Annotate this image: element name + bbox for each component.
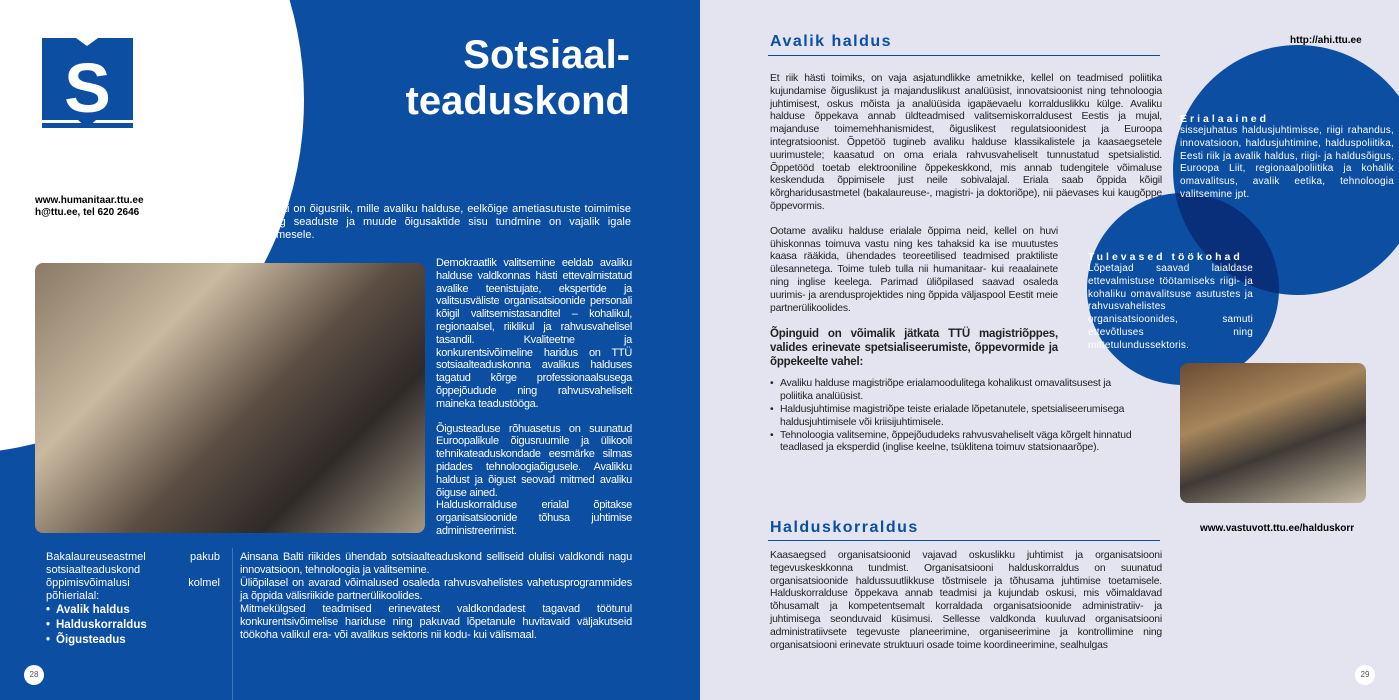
text-column-bottom (240, 551, 632, 642)
bold-paragraph: Õpinguid on võimalik jätkata TTÜ magistriõppes, valides erinevate spetsialiseerumiste, õppevormide ja õppekeelte vahel: (770, 328, 1058, 369)
bachelor-intro: Bakalaureuseastmel pakub sotsiaalteaduskond õppimisvõimalusi kolmel põhierialal: (46, 551, 220, 602)
text-column (436, 257, 632, 538)
subjects-box (1180, 113, 1394, 202)
website-link[interactable]: www.humanitaar.ttu.ee (35, 195, 144, 206)
library-photo (1180, 363, 1366, 503)
students-photo (35, 263, 425, 533)
list-item: • Õigusteadus (46, 633, 220, 648)
jobs-text: Lõpetajad saavad laialdase ettevalmistuse töötamiseks riigi- ja kohaliku omavalitsuse asutustes ja rahvusvahelistes organisatsioonides, samuti ettevõtluses ning mittetulundussektoris. (1088, 263, 1253, 351)
title-line-2: teaduskond (405, 79, 630, 123)
section-heading: Avalik haldus (770, 33, 893, 50)
heading-rule (768, 540, 1160, 541)
list-item: • Halduskorraldus (46, 618, 220, 633)
bachelor-list (46, 603, 220, 648)
list-item: • Tehnoloogia valitsemine, õppejõududeks rahvusvaheliselt väga kõrgelt hinnatud teadlased ja eksperdid (inglise keelne, tsüklitena toimuv statsionaarõpe). (770, 430, 1140, 456)
list-item: • Avalik haldus (46, 603, 220, 618)
right-page (700, 0, 1399, 700)
title-line-1: Sotsiaal- (463, 33, 630, 77)
page-title (330, 32, 630, 124)
subjects-text: sissejuhatus haldusjuhtimisse, riigi rahandus, innovatsioon, haldusjuhtimine, halduspoliitika, Eesti riik ja avalik haldus, riigi- ja haldusõigus, Euroopa Liit, regionaalpoliitika ja kohalik omavalitsus, avalik eetika, tehnoloogia valitsemine jpt. (1180, 125, 1394, 200)
column-divider (232, 548, 233, 700)
bachelor-section (46, 551, 220, 648)
url-link[interactable]: http://ahi.ttu.ee (1290, 35, 1362, 46)
paragraph: Õigusteaduse rõhuasetus on suunatud Euroopalikule õigusruumile ja ülikooli tehnikateaduskondade eesmärke silmas pidades tehnoloogiaõigusele. Avalikku haldust ja õigust seovad mitmed avaliku õiguse ained. (436, 422, 632, 499)
page-number: 29 (1355, 665, 1375, 685)
contact-info (35, 195, 144, 219)
paragraph: Mitmekülgsed teadmised erinevatest valdkondadest tagavad tööturul konkurentsivõimelise hariduse ning pakuvad lõpetanule huvitavaid väljakutseid töökoha valikul era- või avalikus sektoris nii kodu- kui välismaal. (240, 603, 632, 641)
paragraph: Kaasaegsed organisatsioonid vajavad oskuslikku juhtimist ja organisatsiooni tegevuskeskkonna tundmist. Organisatsiooni halduskorraldus on suunatud organisatsioonide haldussuutlikkuse tõstmisele ja tõhusama juhtimise toetamisele. Halduskorralduse õppekava annab teadmisi ja kujundab oskusi, mis võimaldavad tõhusamalt ja kompetentsemalt korraldada organisatsioonide administratiiv- ja juhtimisega seonduvaid küsimusi. Sellesse valdkonda kuuluvad organisatsiooni administratiivsete tegevuste planeerimine, organiseerimine ja kontrollimine ning organisatsiooni erinevate struktuuri osade toime koordineerimine, sealhulgas (770, 550, 1162, 651)
email-phone: h@ttu.ee, tel 620 2646 (35, 207, 140, 218)
page-number: 28 (24, 665, 44, 685)
url-link[interactable]: www.vastuvott.ttu.ee/halduskorr (1200, 523, 1355, 534)
jobs-box (1088, 251, 1253, 353)
master-list (770, 378, 1140, 455)
svg-text:S: S (64, 49, 111, 127)
paragraph: Et riik hästi toimiks, on vaja asjatundlikke ametnikke, kellel on teadmised poliitika kujundamise õiguslikust ja majanduslikust analüüsist, innovatsioonist ning tehnoloogia juhtimisest, oskus mõista ja analüüsida igapäevaelu korralduslikku külge. Avaliku halduse õppekava annab üldteadmised valitsemiskorraldusest Eestis ja mujal, majanduse toimemehhanismidest, õiguslikest regulatsioonidest ja Euroopa integratsioonist. Õppetöö tugineb avaliku halduse klassikalistele ja kaasaegsetele uurimustele; kaasatud on oma eriala rahvusvaheliselt tunnustatud spetsialistid. Õppetööd toetab elektrooniline õppekeskkond, mis annab tudengitele võimaluse keskenduda õppimisele just neile sobivalajal. Eriala saab õppida kõigil kõrgharidusastmetel (bakalaureuse-, magistri- ja doktoriõpe), nii päevases kui kaugõppe õppevormis. (770, 73, 1162, 212)
section-heading: Halduskorraldus (770, 519, 919, 536)
paragraph: Halduskorralduse erialal õpitakse organisatsioonide tõhusa juhtimise administreerimist. (436, 499, 632, 537)
paragraph: Ainsana Balti riikides ühendab sotsiaalteaduskond selliseid olulisi valdkondi nagu innovatsioon, tehnoloogia ja valitsemine. (240, 551, 632, 576)
faculty-logo (42, 38, 133, 133)
paragraph: Demokraatlik valitsemine eeldab avaliku halduse valdkonnas hästi ettevalmistatud avalike teenistujate, ekspertide ja valitsusväliste organisatsioonide personali kõigil valitsemistasanditel – kohalikul, regionaalsel, riiklikul ja rahvusvahelisel tasandil. Kvaliteetne ja konkurentsivõimeline haridus on TTÜ sotsiaalteaduskonna avalikus halduses tagatud kõrge professionaalsusega õppejõudude ning rahvusvaheliselt maineka teadustööga. (436, 257, 632, 410)
intro-text: Eesti on õigusriik, mille avaliku halduse, eelkõige ametiasutuste toimimise ning seaduste ja muude õigusaktide sisu tundmine on vajalik igale inimesele. (265, 203, 631, 241)
list-item: • Avaliku halduse magistriõpe erialamoodulitega kohalikust omavalitsusest ja poliitika analüüsist. (770, 378, 1140, 404)
heading-rule (768, 55, 1160, 56)
subjects-title: Erialaained (1180, 113, 1270, 125)
list-item: • Haldusjuhtimise magistriõpe teiste erialade lõpetanutele, spetsialiseerumisega haldusjuhtimisele või kriisijuhtimisele. (770, 404, 1140, 430)
paragraph: Üliõpilasel on avarad võimalused osaleda rahvusvahelistes vahetusprogrammides ja õppida välisriikide partnerülikoolides. (240, 577, 632, 602)
jobs-title: Tulevased töökohad (1088, 251, 1243, 263)
paragraph: Ootame avaliku halduse erialale õppima neid, kellel on huvi ühiskonnas toimuva vastu ning kes tahaksid ka ise muutustes kaasa rääkida, ühendades teoreetilised teadmised praktiliste ülesannetega. Toime tuleb tulla nii humanitaar- kui reaalainete ning inglise keelega. Parimad üliõpilased saavad osaleda uurimis- ja arendusprojektides ning õppida väljaspool Eestit meie partnerülikoolides. (770, 225, 1058, 314)
